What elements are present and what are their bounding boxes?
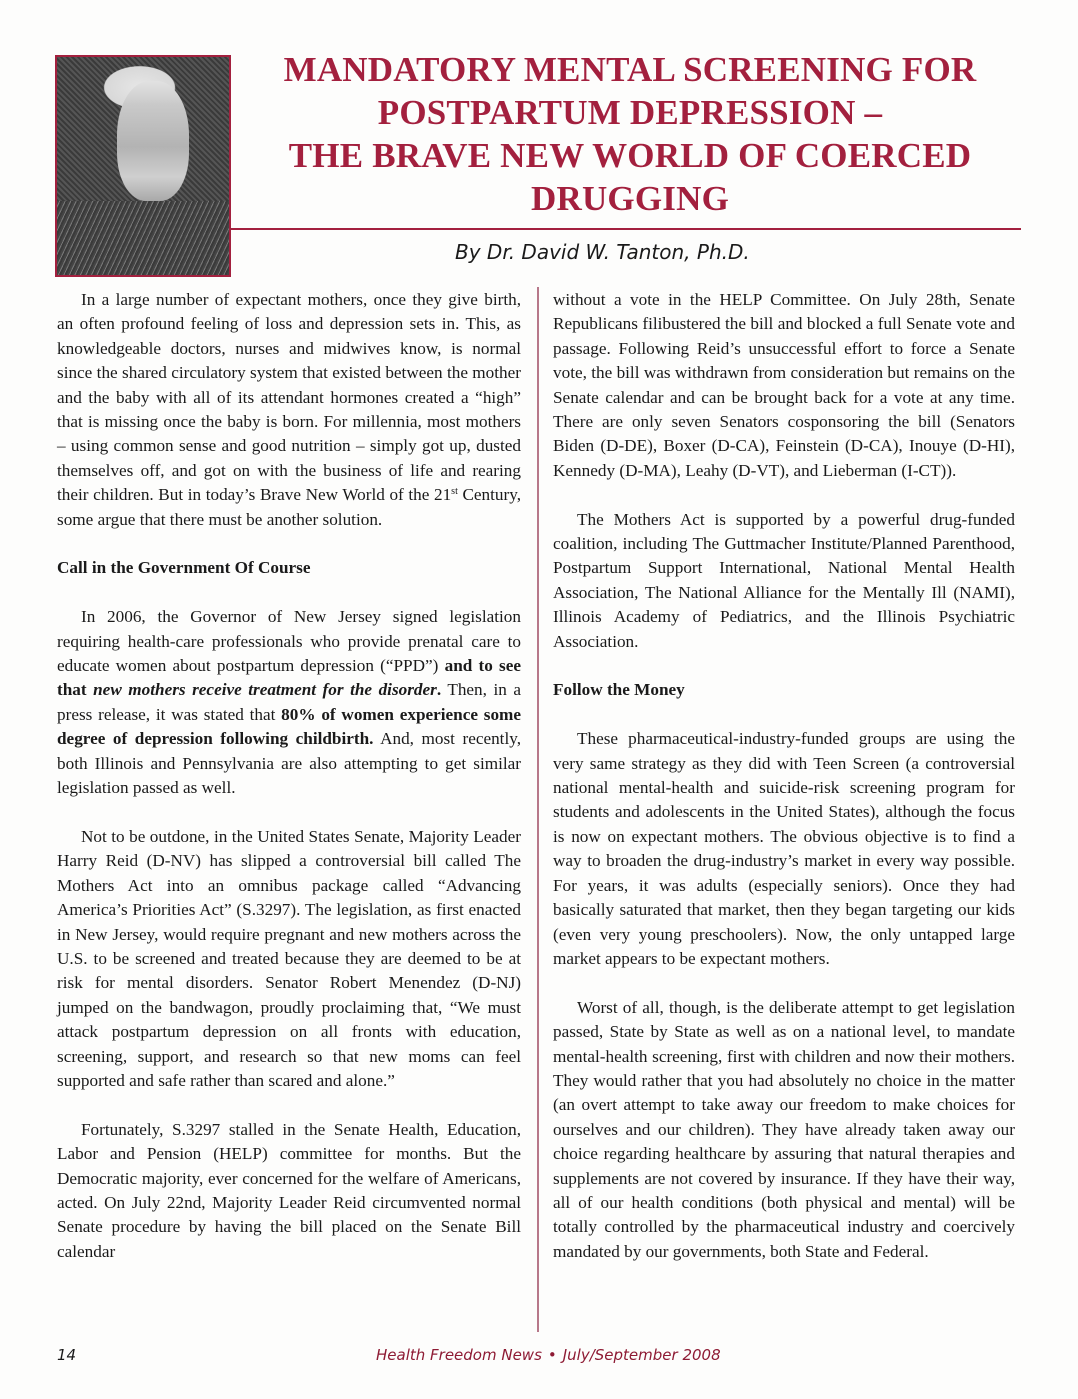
title-line-1: MANDATORY MENTAL SCREENING FOR bbox=[283, 50, 977, 89]
paragraph: These pharmaceutical-industry-funded groups are using the very same strategy as they did with Teen Screen (a controversial national mental-health and suicide-risk screening program for students and adolescents in the United States), although the focus is now on expectant mothers. The obvious objective is to find a way to broaden the drug-industry’s market in every way possible. For years, it was adults (especially seniors). Once they had basically saturated that market, then they began targeting our kids (even very young preschoolers). Now, the only untapped large market appears to be expectant mothers. bbox=[553, 729, 1015, 968]
column-divider bbox=[537, 287, 539, 1332]
paragraph: Fortunately, S.3297 stalled in the Senate Health, Education, Labor and Pension (HELP) committee for months. But the Democratic majority, ever concerned for the welfare of Americans, acted. On July 22nd, Majority Leader Reid circumvented normal Senate procedure by having the bill placed on the Senate Bill calendar bbox=[57, 1119, 521, 1261]
page-number: 14 bbox=[57, 1346, 77, 1364]
title-line-2: POSTPARTUM DEPRESSION – bbox=[377, 93, 883, 132]
publication-name: Health Freedom News bbox=[376, 1346, 542, 1364]
right-column bbox=[553, 288, 1015, 1289]
section-heading: Call in the Government Of Course bbox=[57, 558, 311, 578]
paragraph: Not to be outdone, in the United States Senate, Majority Leader Harry Reid (D-NV) has slipped a controversial bill called The Mothers Act into an omnibus package called “Advancing America’s Priorities Act” (S.3297). The legislation, as first enacted in New Jersey, would require pregnant and new mothers across the U.S. to be screened and treated because they are deemed to be at risk for mental disorders. Senator Robert Menendez (D-NJ) jumped on the bandwagon, proudly proclaiming that, “We must attack postpartum depression on all fronts with education, screening, support, and research so that new moms can feel supported and safe rather than scared and alone.” bbox=[57, 826, 521, 1090]
author-photo bbox=[55, 55, 231, 277]
title-line-4: DRUGGING bbox=[531, 179, 729, 218]
paragraph: The Mothers Act is supported by a powerful drug-funded coalition, including The Guttmacher Institute/Planned Parenthood, Postpartum Support International, National Mental Health Association, The National Alliance for the Mentally Ill (NAMI), Illinois Academy of Pediatrics, and the Illinois Psychiatric Association. bbox=[553, 509, 1015, 651]
paragraph: In a large number of expectant mothers, once they give birth, an often profound feeling of loss and depression sets in. This, as knowledgeable doctors, nurses and midwives know, is normal since the shared circulatory system that existed between the mother and the baby with all of its attendant hormones created a “high” that is missing once the baby is born. For millennia, most mothers – using common sense and good nutrition – simply got up, dusted themselves off, and got on with the business of life and rearing their children. But in today’s Brave New World of the 21st Century, some argue that there must be another solution. bbox=[57, 290, 521, 529]
issue-date: July/September 2008 bbox=[562, 1346, 721, 1364]
article-title bbox=[250, 48, 1010, 220]
section-heading: Follow the Money bbox=[553, 680, 685, 700]
left-column bbox=[57, 288, 521, 1289]
paragraph: In 2006, the Governor of New Jersey signed legislation requiring health-care professionals who provide prenatal care to educate women about postpartum depression (“PPD”) and to see that new mothers receive treatment for the disorder. Then, in a press release, it was stated that 80% of women experience some degree of depression following childbirth. And, most recently, both Illinois and Pennsylvania are also attempting to get similar legislation passed as well. bbox=[57, 607, 522, 798]
title-divider bbox=[231, 228, 1021, 230]
paragraph: without a vote in the HELP Committee. On July 28th, Senate Republicans filibustered the bill and blocked a full Senate vote and passage. Following Reid’s unsuccessful effort to force a Senate vote, the bill was withdrawn from consideration but remains on the Senate calendar and can be brought back for a vote at any time. There are only seven Senators cosponsoring the bill (Senators Biden (D-DE), Boxer (D-CA), Feinstein (D-CA), Inouye (D-HI), Kennedy (D-MA), Leahy (D-VT), and Lieberman (I-CT)). bbox=[553, 290, 1015, 480]
title-line-3: THE BRAVE NEW WORLD OF COERCED bbox=[288, 136, 972, 175]
author-shirt bbox=[57, 201, 229, 275]
separator-dot: • bbox=[547, 1346, 557, 1364]
paragraph: Worst of all, though, is the deliberate attempt to get legislation passed, State by State as well as on a national level, to mandate mental-health screening, first with children and now their mothers. They would rather that you had absolutely no choice in the matter (an overt attempt to take away our freedom to make choices for ourselves and our children). They have already taken away our choice regarding healthcare by assuring that natural therapies and supplements are not covered by insurance. If they have their way, all of our health conditions (both physical and mental) will be totally controlled by the pharmaceutical industry and coercively mandated by our governments, both State and Federal. bbox=[553, 997, 1015, 1261]
byline: By Dr. David W. Tanton, Ph.D. bbox=[455, 240, 750, 264]
author-face bbox=[117, 81, 189, 201]
publication-footer bbox=[376, 1346, 721, 1364]
